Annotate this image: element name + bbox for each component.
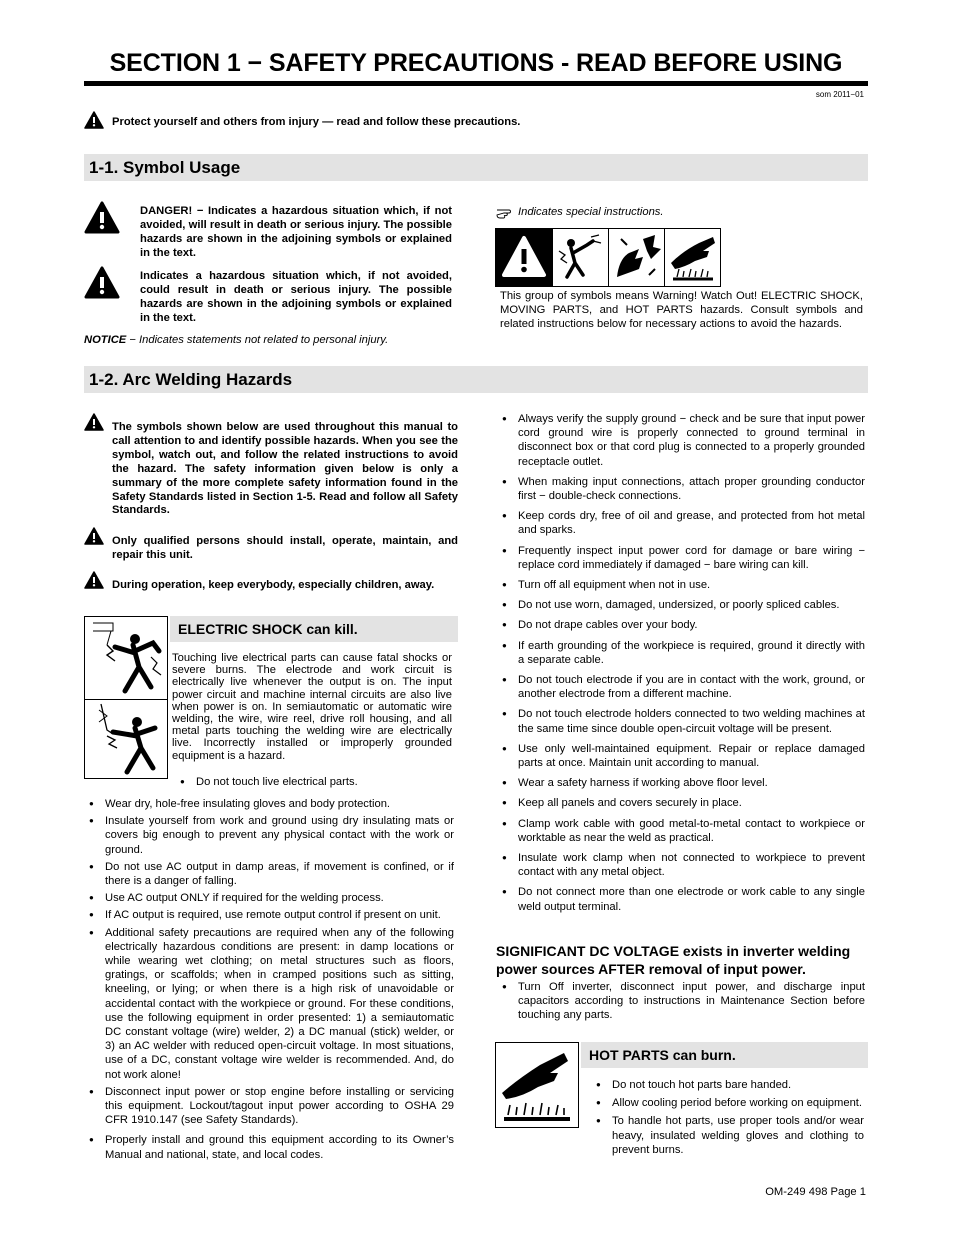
electric-shock-left-list xyxy=(87,797,454,1168)
intro-text: Protect yourself and others from injury — read and follow these precautions. xyxy=(112,116,521,128)
page-footer: OM-249 498 Page 1 xyxy=(765,1186,866,1198)
safety-note-symbols: The symbols shown below are used throughout this manual to call attention to and identify possible hazards. When you see the symbol, watch out, and follow the related instructions to avoid the hazard. The safety information given below is only a summary of the more complete safety information found in the Safety Standards listed in Section 1-5. Read and follow all Safety Standards. xyxy=(112,421,458,517)
list-item: ● Keep cords dry, free of oil and grease, and protected from hot metal and sparks. xyxy=(500,509,865,537)
electric-shock-wire-icon xyxy=(84,699,168,779)
hot-parts-heading: HOT PARTS can burn. xyxy=(589,1047,736,1063)
list-item: ● Turn off all equipment when not in use. xyxy=(500,578,865,592)
dc-voltage-list xyxy=(500,980,865,1029)
list-item: ● If earth grounding of the workpiece is required, ground it directly with a separate cable. xyxy=(500,639,865,667)
danger-text: DANGER! − Indicates a hazardous situation which, if not avoided, will result in death or serious injury. The possible hazards are shown in the adjoining symbols or explained in the text. xyxy=(140,205,452,259)
title-divider xyxy=(84,81,868,86)
list-item: ● Allow cooling period before working on equipment. xyxy=(594,1096,864,1110)
list-item: ● Do not touch electrode holders connected to two welding machines at the same time since double open-circuit voltage will be present. xyxy=(500,707,865,735)
document-reference: som 2011−01 xyxy=(815,90,864,99)
hot-parts-heading-bar xyxy=(581,1042,868,1068)
electric-shock-first-bullet xyxy=(178,775,458,795)
warning-triangle-icon xyxy=(84,527,104,550)
danger-warning-icon xyxy=(84,201,120,239)
list-item: ● Frequently inspect input power cord for damage or bare wiring − replace cord immediately if damaged − bare wiring can kill. xyxy=(500,544,865,572)
list-item: ● When making input connections, attach proper grounding conductor first − double-check connections. xyxy=(500,475,865,503)
electric-shock-intro: Touching live electrical parts can cause fatal shocks or severe burns. The electrode and work circuit is electrically live whenever the output is on. The input power circuit and machine internal circuits are also live when power is on. In semiautomatic or automatic wire welding, the wire, wire reel, drive roll housing, and all metal parts touching the welding wire are electrically live. Incorrectly installed or improperly grounded equipment is a hazard. xyxy=(172,652,452,762)
list-item: ● Insulate work clamp when not connected to workpiece to prevent contact with any metal object. xyxy=(500,851,865,879)
electric-shock-heading-bar xyxy=(170,616,458,642)
list-item: ● Do not use AC output in damp areas, if movement is confined, or if there is a danger of falling. xyxy=(87,860,454,888)
section-title: 1-2. Arc Welding Hazards xyxy=(89,370,293,389)
notice-label: NOTICE xyxy=(84,334,127,346)
electric-shock-icon xyxy=(552,229,608,286)
list-item: ● Do not connect more than one electrode or work cable to any single weld output terminal. xyxy=(500,885,865,913)
list-item: ● Clamp work cable with good metal-to-metal contact to workpiece or worktable as near the weld as practical. xyxy=(500,817,865,845)
electric-shock-right-list xyxy=(500,412,865,920)
notice-text: − Indicates statements not related to personal injury. xyxy=(126,334,389,346)
section-heading-arc-welding xyxy=(84,366,868,393)
hazard-symbols-strip xyxy=(495,228,721,287)
list-item: ● Do not touch live electrical parts. xyxy=(178,775,458,789)
list-item: ● Do not use worn, damaged, undersized, or poorly spliced cables. xyxy=(500,598,865,612)
electric-shock-icon xyxy=(84,616,168,700)
safety-note-children: During operation, keep everybody, especially children, away. xyxy=(112,579,435,591)
symbols-description: This group of symbols means Warning! Watch Out! ELECTRIC SHOCK, MOVING PARTS, and HOT PARTS hazards. Consult symbols and related instructions below for necessary actions to avoid the hazards. xyxy=(500,290,863,330)
special-instructions-text: Indicates special instructions. xyxy=(518,206,664,218)
list-item: ● Properly install and ground this equipment according to its Owner’s Manual and national, state, and local codes. xyxy=(87,1133,454,1161)
notice-line xyxy=(84,334,388,346)
warning-triangle-icon xyxy=(496,229,552,286)
list-item: ● Do not touch electrode if you are in contact with the work, ground, or another electrode from a different machine. xyxy=(500,673,865,701)
section-heading-symbol-usage xyxy=(84,154,868,181)
safety-note-qualified: Only qualified persons should install, operate, maintain, and repair this unit. xyxy=(112,535,458,561)
warning-triangle-icon xyxy=(84,571,104,594)
list-item: ● Insulate yourself from work and ground using dry insulating mats or covers big enough to prevent any physical contact with the work or ground. xyxy=(87,814,454,857)
list-item: ● Use only well-maintained equipment. Repair or replace damaged parts at once. Maintain unit according to manual. xyxy=(500,742,865,770)
list-item: ● Wear dry, hole-free insulating gloves and body protection. xyxy=(87,797,454,811)
list-item: ● Do not touch hot parts bare handed. xyxy=(594,1078,864,1092)
list-item: ● Always verify the supply ground − check and be sure that input power cord ground wire is properly connected to ground terminal in disconnect box or that cord plug is connected to a properly grounded receptacle outlet. xyxy=(500,412,865,469)
warning-text: Indicates a hazardous situation which, if not avoided, could result in death or serious injury. The possible hazards are shown in the adjoining symbols or explained in the text. xyxy=(140,270,452,324)
pointing-hand-icon xyxy=(496,206,516,224)
list-item: ● If AC output is required, use remote output control if present on unit. xyxy=(87,908,454,922)
list-item: ● Keep all panels and covers securely in place. xyxy=(500,796,865,810)
hot-parts-list xyxy=(594,1078,864,1163)
section-title: 1-1. Symbol Usage xyxy=(89,158,241,177)
list-item: ● Do not drape cables over your body. xyxy=(500,618,865,632)
list-item: ● Use AC output ONLY if required for the welding process. xyxy=(87,891,454,905)
dc-voltage-heading: SIGNIFICANT DC VOLTAGE exists in inverter welding power sources AFTER removal of input power. xyxy=(496,943,851,977)
warning-triangle-icon xyxy=(84,266,120,304)
list-item: ● Disconnect input power or stop engine before installing or servicing this equipment. Lockout/tagout input power according to OSHA 29 CFR 1910.147 (see Safety Standards). xyxy=(87,1085,454,1128)
list-item: ● Wear a safety harness if working above floor level. xyxy=(500,776,865,790)
page-title: SECTION 1 − SAFETY PRECAUTIONS - READ BEFORE USING xyxy=(109,49,843,77)
list-item: ● Additional safety precautions are required when any of the following electrically hazardous conditions are present: in damp locations or while wearing wet clothing; on metal structures such as floors, gratings, or scaffolds; when in cramped positions such as sitting, kneeling, or lying; or when there is a high risk of unavoidable or accidental contact with the workpiece or ground. For these conditions, use the following equipment in order presented: 1) a semiautomatic DC constant voltage (wire) welder, 2) a DC manual (stick) welder, or 3) an AC welder with reduced open-circuit voltage. In most situations, use of a DC, constant voltage wire welder is recommended. And, do not work alone! xyxy=(87,926,454,1082)
hot-parts-icon xyxy=(664,229,721,286)
warning-triangle-icon xyxy=(84,413,104,436)
list-item: ● Turn Off inverter, disconnect input power, and discharge input capacitors according to instructions in Maintenance Section before touching any parts. xyxy=(500,980,865,1023)
moving-parts-icon xyxy=(608,229,664,286)
list-item: ● To handle hot parts, use proper tools and/or wear heavy, insulated welding gloves and clothing to prevent burns. xyxy=(594,1114,864,1157)
electric-shock-heading: ELECTRIC SHOCK can kill. xyxy=(178,621,358,637)
hot-parts-icon xyxy=(495,1042,579,1128)
intro-warning-icon xyxy=(84,111,104,134)
